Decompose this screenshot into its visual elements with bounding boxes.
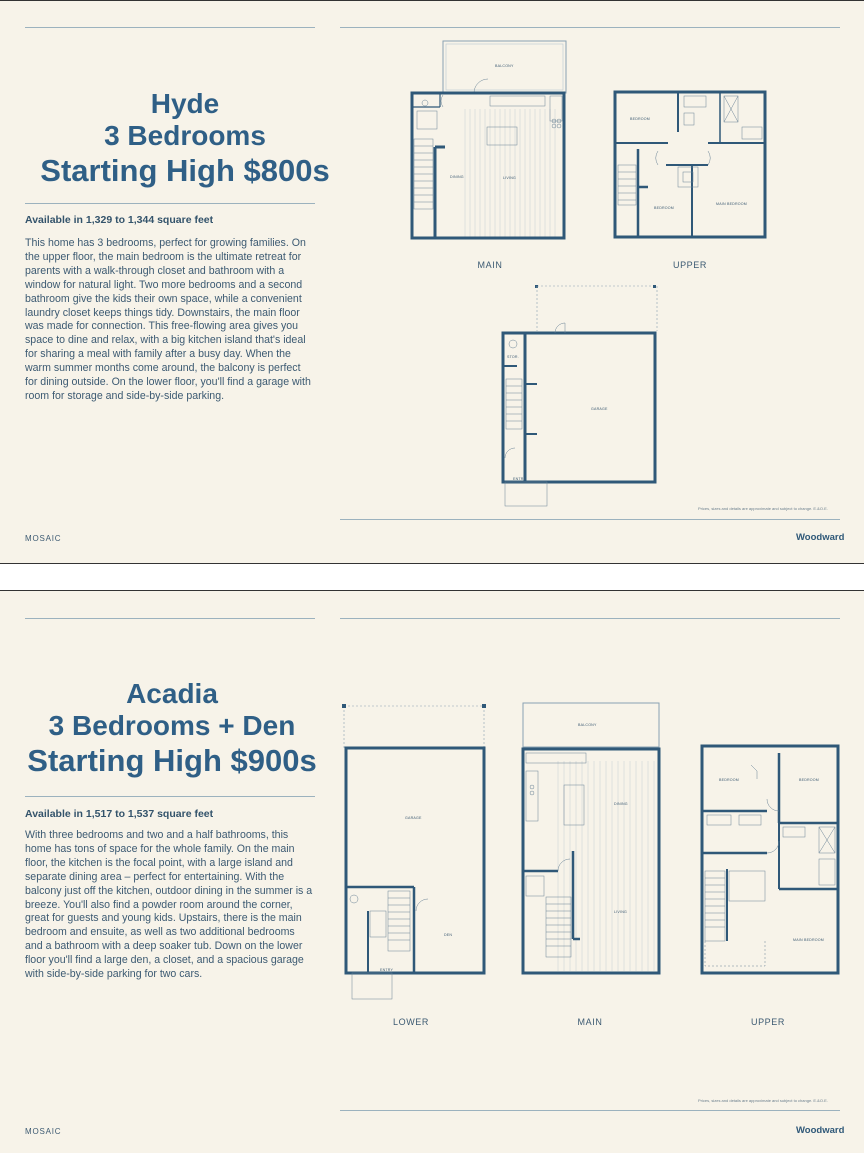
room-label-main-bedroom: MAIN BEDROOM [716, 202, 747, 206]
room-label-entry: ENTRY [513, 477, 527, 481]
plan-label-lower: LOWER [392, 1017, 429, 1027]
bottom-rule-right [340, 1110, 840, 1111]
lower-floor-plan [497, 284, 662, 509]
room-label-garage: GARAGE [591, 407, 608, 411]
starting-price: Starting High $900s [27, 743, 317, 779]
room-label-living: LIVING [614, 910, 627, 914]
brochure-page-hyde [0, 0, 864, 564]
top-rule-right [340, 27, 840, 28]
room-label-garage: GARAGE [405, 816, 422, 820]
plan-label-main: MAIN [477, 260, 503, 270]
plan-label-main: MAIN [577, 1017, 603, 1027]
upper-floor-plan [608, 87, 773, 244]
model-name: Hyde [150, 88, 220, 119]
available-sqft: Available in 1,329 to 1,344 square feet [25, 214, 214, 226]
title-rule [25, 796, 315, 797]
model-title [15, 88, 355, 188]
plan-label-upper: UPPER [672, 260, 707, 270]
model-title [0, 678, 344, 778]
room-label-balcony: BALCONY [578, 723, 597, 727]
brand-woodward: Woodward [796, 1125, 845, 1136]
room-label-main-bedroom: MAIN BEDROOM [793, 938, 824, 942]
home-description: This home has 3 bedrooms, perfect for growing families. On the upper floor, the main bedroom is the ultimate retreat for parents with a walk-through closet and bathroom with a window for natural light. Two more bedrooms and a second bathroom give the kids their own space, while a convenient laundry closet keeps things tidy. Downstairs, the main floor was made for connection. This free-flowing area gives you space to dine and relax, with a big kitchen island that's ideal for sharing a meal with family after a busy day. When the warm summer months come around, the balcony is perfect for dining outside. On the lower floor, you'll find a garage with room for storage and side-by-side parking. [25, 237, 311, 402]
brand-mosaic: MOSAIC [25, 1127, 62, 1136]
top-rule-left [25, 618, 315, 619]
room-label-den: DEN [444, 933, 453, 937]
top-rule-right [340, 618, 840, 619]
title-rule [25, 203, 315, 204]
room-label-storage: STOR. [507, 355, 519, 359]
brochure-page-acadia [0, 590, 864, 1153]
available-sqft: Available in 1,517 to 1,537 square feet [25, 808, 214, 820]
brand-mosaic: MOSAIC [25, 534, 62, 543]
disclaimer-note: Prices, sizes and details are approximate and subject to change. E.&O.E. [698, 1098, 828, 1103]
bottom-rule-right [340, 519, 840, 520]
acadia-main-floor-plan [518, 701, 668, 976]
disclaimer-note: Prices, sizes and details are approximate and subject to change. E.&O.E. [698, 506, 828, 511]
bedroom-count: 3 Bedrooms [104, 119, 266, 151]
room-label-dining: DINING [450, 175, 464, 179]
top-rule-left [25, 27, 315, 28]
room-label-bedroom-a: BEDROOM [719, 778, 739, 782]
home-description: With three bedrooms and two and a half bathrooms, this home has tons of space for the whole family. On the main floor, the kitchen is the focal point, with a large island and separate dining area – perfect for entertaining. With the balcony just off the kitchen, outdoor dining in the summer is a breeze. You'll also find a powder room around the corner, great for guests and young kids. Upstairs, there is the main bedroom and ensuite, as well as two additional bedrooms and a bathroom with a deep soaker tub. Down on the lower floor you'll find a large den, a closet, and a spacious garage with side-by-side parking for two cars. [25, 829, 313, 981]
room-label-bedroom-b: BEDROOM [654, 206, 674, 210]
brand-woodward: Woodward [796, 532, 845, 543]
acadia-lower-floor-plan [340, 701, 490, 1006]
room-label-dining: DINING [614, 802, 628, 806]
main-floor-plan [405, 39, 570, 244]
room-label-bedroom-a: BEDROOM [630, 117, 650, 121]
starting-price: Starting High $800s [40, 153, 330, 189]
room-label-living: LIVING [503, 176, 516, 180]
plan-label-upper: UPPER [750, 1017, 785, 1027]
room-label-bedroom-b: BEDROOM [799, 778, 819, 782]
acadia-upper-floor-plan [697, 741, 847, 976]
room-label-balcony: BALCONY [495, 64, 514, 68]
model-name: Acadia [126, 678, 218, 709]
bedroom-count: 3 Bedrooms + Den [48, 709, 296, 741]
room-label-entry: ENTRY [380, 968, 394, 972]
